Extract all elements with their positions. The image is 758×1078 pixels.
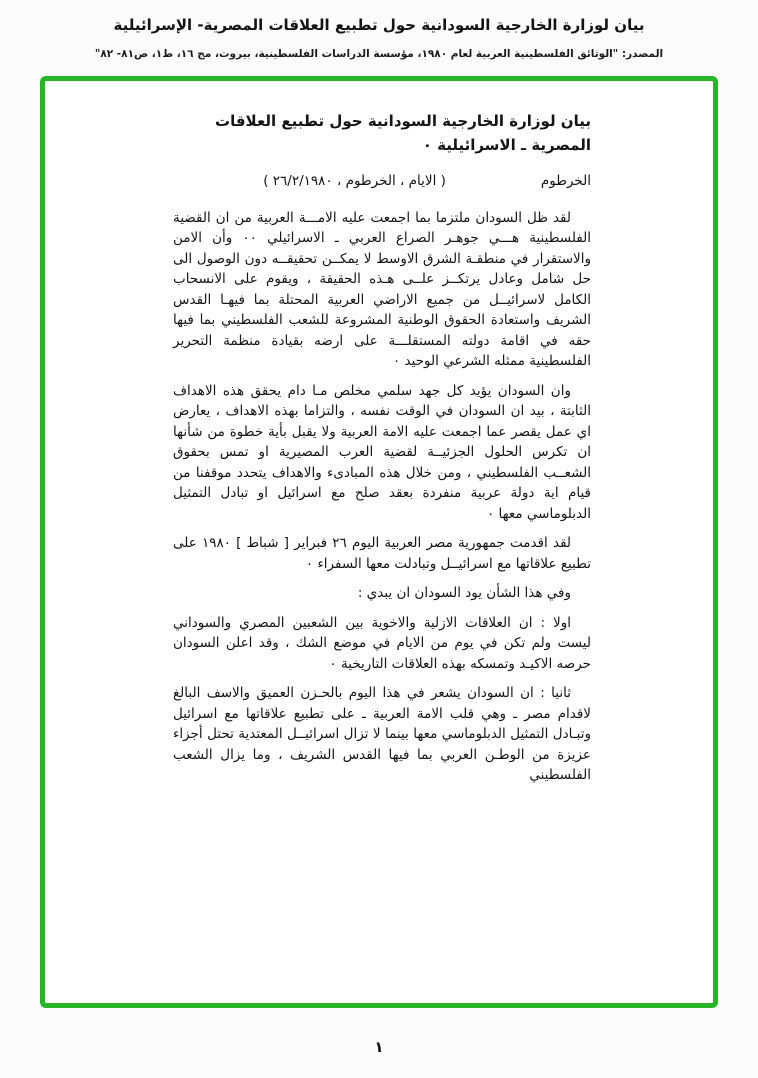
- dateline-city: الخرطوم: [540, 173, 591, 189]
- statement-paragraph-3: لقد اقدمت جمهورية مصر العربية اليوم ٢٦ فبراير [ شباط ] ١٩٨٠ على تطبيع علاقاتها مع اسرائيــل وتبادلت معها السفراء ٠: [173, 535, 591, 572]
- document-header-title: بيان لوزارة الخارجية السودانية حول تطبيع العلاقات المصرية- الإسرائيلية: [113, 16, 645, 34]
- dateline-source: ( الايام ، الخرطوم ، ٢٦/٢/١٩٨٠ ): [263, 173, 446, 189]
- page-header: [0, 0, 758, 60]
- statement-paragraph-6-second: ثانيا : ان السودان يشعر في هذا اليوم بالحـزن العميق والاسف البالغ لاقدام مصر ـ وهي قلب الامة العربية ـ على تطبيع علاقاتها مع اسرائيل وتبـادل التمثيل الدبلوماسي معها بينما لا تزال اسرائيــل المعتدية تحتل أجزاء عزيزة من الوطـن العربي بما فيها القدس الشريف ، وما يزال الشعب الفلسطيني: [173, 685, 591, 783]
- document-body: [45, 81, 713, 786]
- page-number: ١: [374, 1038, 384, 1056]
- document-source-line: المصدر: "الوثائق الفلسطينية العربية لعام ١٩٨٠، مؤسسة الدراسات الفلسطينية، بيروت، مج ١٦، ط١، ص٨١- ٨٢": [94, 48, 664, 60]
- statement-title: بيان لوزارة الخارجية السودانية حول تطبيع العلاقات المصرية ـ الاسرائيلية ٠: [215, 112, 591, 154]
- document-frame: [40, 76, 718, 1008]
- statement-paragraph-2: وان السودان يؤيد كل جهد سلمي مخلص مـا دام يحقق هذه الاهداف الثابتة ، بيد ان السودان في الوقت نفسه ، والتزاما بهذه الاهداف ، يعارض اي عمل يقصر عما اجمعت عليه الامة العربية ولا يقبل بأية خطوة من شأنها ان تكرس الحلول الجزئيــة لقضية العرب المصيرية او تمس بحقوق الشعــب الفلسطيني ، ومن خلال هذه المبادىء والاهداف يتحدد موقفنا من قيام اية دولة عربية منفردة بعقد صلح مع اسرائيل او تبادل التمثيل الدبلوماسي معها ٠: [173, 382, 591, 522]
- statement-paragraph-5-first: اولا : ان العلاقات الازلية والاخوية بين الشعبين المصري والسوداني ليست ولم تكن في يوم من الايام في موضع الشك ، وقد اعلن السودان حرصه الاكيـد وتمسكه بهذه العلاقات التاريخية ٠: [173, 614, 591, 672]
- dateline: [173, 171, 591, 192]
- statement-paragraph-4: وفي هذا الشأن يود السودان ان يبدي :: [357, 585, 571, 601]
- statement-paragraph-1: لقد ظل السودان ملتزما بما اجمعت عليه الامـــة العربية من ان القضية الفلسطينية هـــي جوهـر الصراع العربي ـ الاسرائيلي ٠٠ وأن الامن والاستقرار في منطقـة الشرق الاوسط لا يمكــن تحقيقــه دون الوصول الى حل شامل وعادل يرتكــز علــى هـذه الحقيقة ، ويقوم على الانسحاب الكامل لاسرائيــل من جميع الاراضي العربية المحتلة بما فيهـا القدس الشريف واستعادة الحقوق الوطنية المشروعة للشعب الفلسطيني بما فيها حقه في اقامة دولته المستقلـــة على ارضه بقيادة منظمة التحرير الفلسطينية ممثله الشرعي الوحيد ٠: [173, 209, 591, 369]
